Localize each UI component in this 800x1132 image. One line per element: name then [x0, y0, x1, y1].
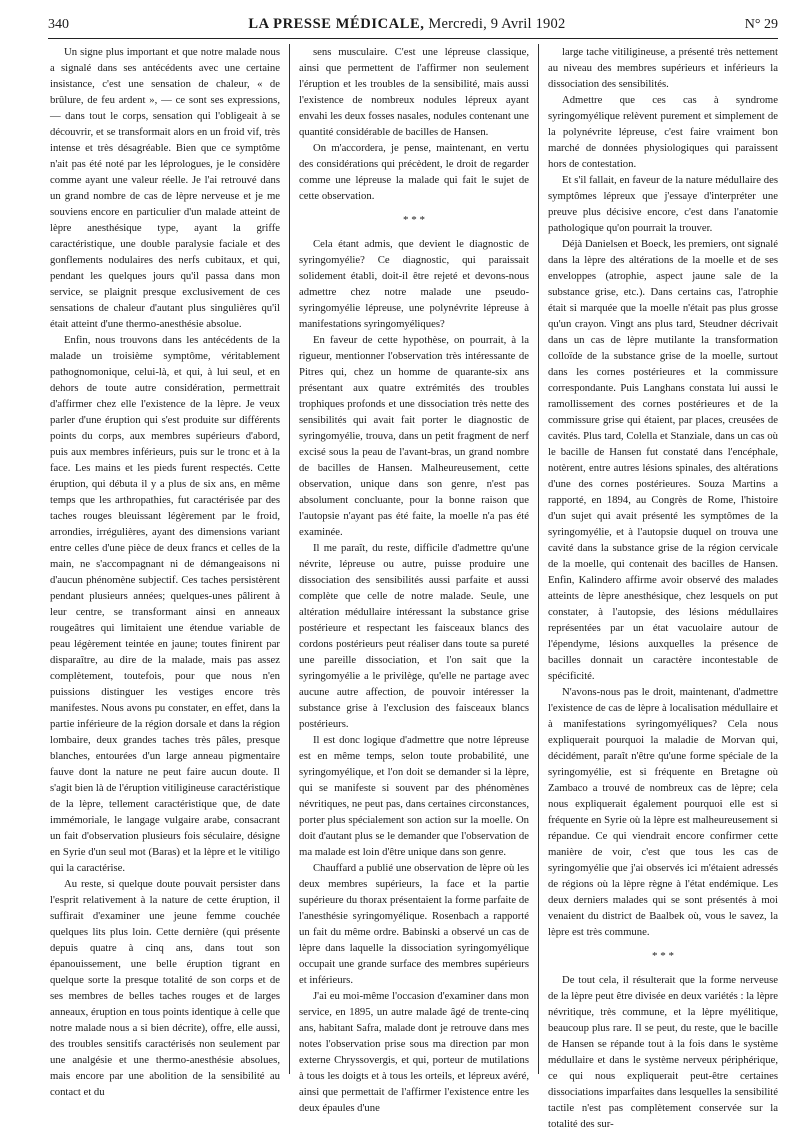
paragraph: On m'accordera, je pense, maintenant, en vertu des considérations qui précèdent, le droit de regarder comme une lépreuse la malade qui fait le sujet de cette observation.	[299, 142, 529, 202]
paragraph: Enfin, nous trouvons dans les antécédents de la malade un troisième symptôme, véritablement pathognomonique, celui-là, et qui, à lui seul, et en dehors de toute autre considération, permettrait d'affirmer chez elle l'existence de la lèpre. Je veux parler d'une éruption qui s'est produite sur différents points du corps, aux membres supérieurs d'abord, puis aux membres inférieurs, puis sur le tronc et à la face. Les mains et les pieds furent respectés. Cette éruption, qui débuta il y a plus de six ans, en même temps que les arthropathies, fut caractérisée par des taches rouges bleuissant légèrement par le froid, arrondies, irrégulières, ayant des dimensions variant entre celles d'une pièce de deux francs et celles de la main, ne s'accompagnant ni de démangeaisons ni d'aucun phénomène subjectif. Ces taches persistèrent pendant plusieurs années; quelques-unes pâlirent à leur centre, se transformant ainsi en anneaux rougeâtres qui limitaient une étendue variable de peau légèrement teintée en jaune; toutes finirent par disparaître, au dire de la malade, mais pas assez complètement, toutefois, pour que nous n'en puissions distinguer les vestiges encore très manifestes. Nous avons pu constater, en effet, dans la partie inférieure de la région dorsale et dans la région lombaire, deux grandes taches très pâles, presque blanches, entourées d'un large anneau pigmentaire fauve dont la nature ne peut faire aucun doute. Il s'agit bien là de l'éruption vitiligineuse caractéristique de la lèpre, tellement caractéristique que, de date immémoriale, le langage vulgaire arabe, consacrant un fait d'observation plusieurs fois séculaire, désigne en Syrie d'un seul mot (Baras) et la lèpre et le vitiligo qui la caractérise.	[50, 334, 280, 874]
issue-number: N° 29	[744, 17, 778, 32]
paragraph: Et s'il fallait, en faveur de la nature médullaire des symptômes lépreux que j'essaye d'interpréter une preuve plus décisive encore, c'est dans l'anatomie pathologique qu'on pourrait la trouver.	[548, 174, 778, 234]
running-title	[248, 16, 565, 33]
page-number: 340	[48, 17, 69, 32]
paragraph: Il me paraît, du reste, difficile d'admettre qu'une névrite, lépreuse ou autre, puisse produire une dissociation des sensibilités aussi parfaite et aussi complète que celle de notre malade. Seule, une altération médullaire intéressant la substance grise postérieure et respectant les faisceaux blancs des cordons postérieurs peut réaliser dans toute sa pureté une pareille dissociation, et l'on sait que la syringomyélie a le privilège, qu'elle ne partage avec aucune autre affection, de pouvoir intéresser la substance grise à l'exclusion des faisceaux blancs postérieurs.	[299, 542, 529, 730]
paragraph: Un signe plus important et que notre malade nous a signalé dans ses antécédents avec une certaine insistance, c'est une sensation de chaleur, « de brûlure, de feu ardent », — ce sont ses expressions, — dans tout le corps, sensation qui l'obligeait à se découvrir, et se transformait alors en un froid vif, très intense et très désagréable. Bien que ce symptôme n'ait pas été noté par les léprologues, je le considère comme ayant une valeur réelle. Je l'ai retrouvé dans un grand nombre de cas de lèpre nerveuse et je me souviens encore en particulier d'un malade atteint de lèpre anesthésique type, ayant la griffe caractéristique, une double paralysie faciale et des gonflements nodulaires des nerfs cubitaux, et qui, pendant les quelques jours qu'il passa dans mon service, se plaignit presque exclusivement de ces sensations de chaleur d'autant plus singulières qu'il était atteint d'une thermo-anesthésie absolue.	[50, 46, 280, 330]
paragraph: Cela étant admis, que devient le diagnostic de syringomyélie? Ce diagnostic, qui paraissait solidement établi, doit-il être rejeté et devons-nous admettre chez notre malade une pseudo-syringomyélie lépreuse, une polynévrite lépreuse à manifestations syringomyéliques?	[299, 238, 529, 330]
article-columns	[50, 44, 778, 1130]
paragraph: Déjà Danielsen et Boeck, les premiers, ont signalé dans la lèpre des altérations de la moelle et de ses enveloppes (atrophie, aspect jaune sale de la substance grise, etc.). Dans certains cas, l'atrophie était si marquée que la moelle n'était pas plus grosse qu'un crayon. Vingt ans plus tard, Steudner décrivait dans un cas de lèpre mutilante la transformation colloïde de la substance grise de la moelle, surtout dans les cornes postérieures et la commissure correspondante. Puis Langhans constata lui aussi le ramollissement des cornes postérieures et de la commissure grise qui étaient, par places, creusées de cavités. Plus tard, Colella et Stanziale, dans un cas où le bacille de Hansen fut constaté dans l'encéphale, notèrent, entre autres lésions spinales, des altérations d'une des cornes postérieures. Souza Martins a rapporté, en 1894, au Congrès de Rome, l'histoire d'un sujet qui avait présenté les symptômes de la syringomyélie, et à l'autopsie duquel on trouva une cavité dans la substance grise de la région cervicale de la moelle, qui contenait des bacilles de Hansen. Enfin, Kalindero affirme avoir observé des malades atteints de lèpre anesthésique, chez lesquels on put constater, à l'autopsie, des lésions médullaires représentées par un état vacuolaire autour de l'épendyme, lésions auxquelles la présence de bacilles donnait un caractère incontestable de spécificité.	[548, 238, 778, 682]
paragraph: N'avons-nous pas le droit, maintenant, d'admettre l'existence de cas de lèpre à localisation médullaire et à manifestations syringomyéliques? Cela nous expliquerait pourquoi la maladie de Morvan qui, décidément, paraît n'être qu'une forme spéciale de la syringomyélie, est si fréquente en Bretagne où Zambaco a trouvé de nombreux cas de lèpre; cela nous expliquerait également pourquoi elle est si fréquente en Syrie où la lèpre est malheureusement si répandue. Ce qui viendrait encore confirmer cette manière de voir, c'est que tous les cas de syringomyélie que j'ai observés ici m'étaient adressés de régions où la lèpre règne à l'état endémique. Les deux derniers malades qui se sont présentés à moi venaient du district de Baalbek où, vous le savez, la lèpre est très commune.	[548, 686, 778, 938]
column-1	[50, 44, 289, 1098]
running-header	[48, 16, 778, 39]
journal-title: LA PRESSE MÉDICALE,	[248, 16, 425, 32]
paragraph: Chauffard a publié une observation de lèpre où les deux membres supérieurs, la face et la partie supérieure du thorax présentaient la forme parfaite de l'anesthésie syringomyélique. Rosenbach a rapporté un fait du même ordre. Babinski a observé un cas de lèpre dans laquelle la dissociation syringomyélique occupait une grande surface des membres supérieurs et inférieurs.	[299, 862, 529, 986]
paragraph: J'ai eu moi-même l'occasion d'examiner dans mon service, en 1895, un autre malade âgé de trente-cinq ans, habitant Safra, malade dont je retrouve dans mes notes l'observation prise sous ma direction par mon externe Chryssovergis, et qui, porteur de mutilations à tous les doigts et à tous les orteils, et lépreux avéré, ainsi que permettait de l'affirmer l'existence entre les deux épaules d'une	[299, 990, 529, 1114]
issue-date: Mercredi, 9 Avril 1902	[428, 16, 566, 32]
paragraph: En faveur de cette hypothèse, on pourrait, à la rigueur, mentionner l'observation très intéressante de Pitres qui, chez un homme de quarante-six ans présentant aux quatre extrémités des troubles trophiques profonds et une dissociation très nette des sensibilités qui avait fait porter le diagnostic de syringomyélie, trouva, dans un petit fragment de nerf excisé sous la peau de l'avant-bras, un grand nombre de bacilles de Hansen. Malheureusement, cette observation, unique dans son genre, n'est pas absolument concluante, pour la bonne raison que l'autopsie n'ayant pas été faite, la moelle n'a pas été examinée.	[299, 334, 529, 538]
section-separator: * * *	[652, 950, 674, 962]
paragraph: Au reste, si quelque doute pouvait persister dans l'esprit relativement à la nature de cette éruption, il suffirait d'examiner une jeune femme couchée quelques lits plus loin. Cette dernière (qui présente depuis quatre à cinq ans, dans tout son épanouissement, une belle éruption tigrant en quelque sorte la presque totalité de son corps et de ses membres de belles taches rouges et de larges anneaux, éruption en tous points identique à celle que notre malade nous a si bien décrite), offre, elle aussi, des troubles sensitifs caractérisés non seulement par une analgésie et une thermo-anesthésie absolues, mais encore par une abolition de la sensibilité au contact et du	[50, 878, 280, 1098]
paragraph: Admettre que ces cas à syndrome syringomyélique relèvent purement et simplement de la polynévrite lépreuse, c'est faire vraiment bon marché de données physiologiques qui paraissent hors de contestation.	[548, 94, 778, 170]
section-separator: * * *	[403, 214, 425, 226]
column-2	[289, 44, 538, 1114]
paragraph: Il est donc logique d'admettre que notre lépreuse est en même temps, selon toute probabilité, une syringomyélique, et l'on doit se demander si la lèpre, qui se manifeste si souvent par des phénomènes névritiques, ne peut pas, dans certaines circonstances, porter plus spécialement son action sur la moelle. On doit d'autant plus se le demander que l'observation de ma malade est loin d'être unique dans son genre.	[299, 734, 529, 858]
paragraph: large tache vitiligineuse, a présenté très nettement au niveau des membres supérieurs et inférieurs la dissociation des sensibilités.	[548, 46, 778, 90]
paragraph: sens musculaire. C'est une lépreuse classique, ainsi que permettent de l'affirmer non seulement l'éruption et les troubles de la sensibilité, mais aussi l'existence de nombreux nodules lépreux ayant envahi les deux fosses nasales, nodules contenant une quantité considérable de bacilles de Hansen.	[299, 46, 529, 138]
paragraph: De tout cela, il résulterait que la forme nerveuse de la lèpre peut être divisée en deux variétés : la lèpre névritique, très commune, et la lèpre myélitique, beaucoup plus rare. Il se peut, du reste, que le bacille de Hansen se répande tout à la fois dans le système médullaire et dans le système nerveux périphérique, ce qui nous expliquerait peut-être certaines dissociations imparfaites dans lesquelles la sensibilité tactile n'est pas complètement conservée sur la totalité des sur-	[548, 974, 778, 1130]
column-3	[538, 44, 778, 1130]
